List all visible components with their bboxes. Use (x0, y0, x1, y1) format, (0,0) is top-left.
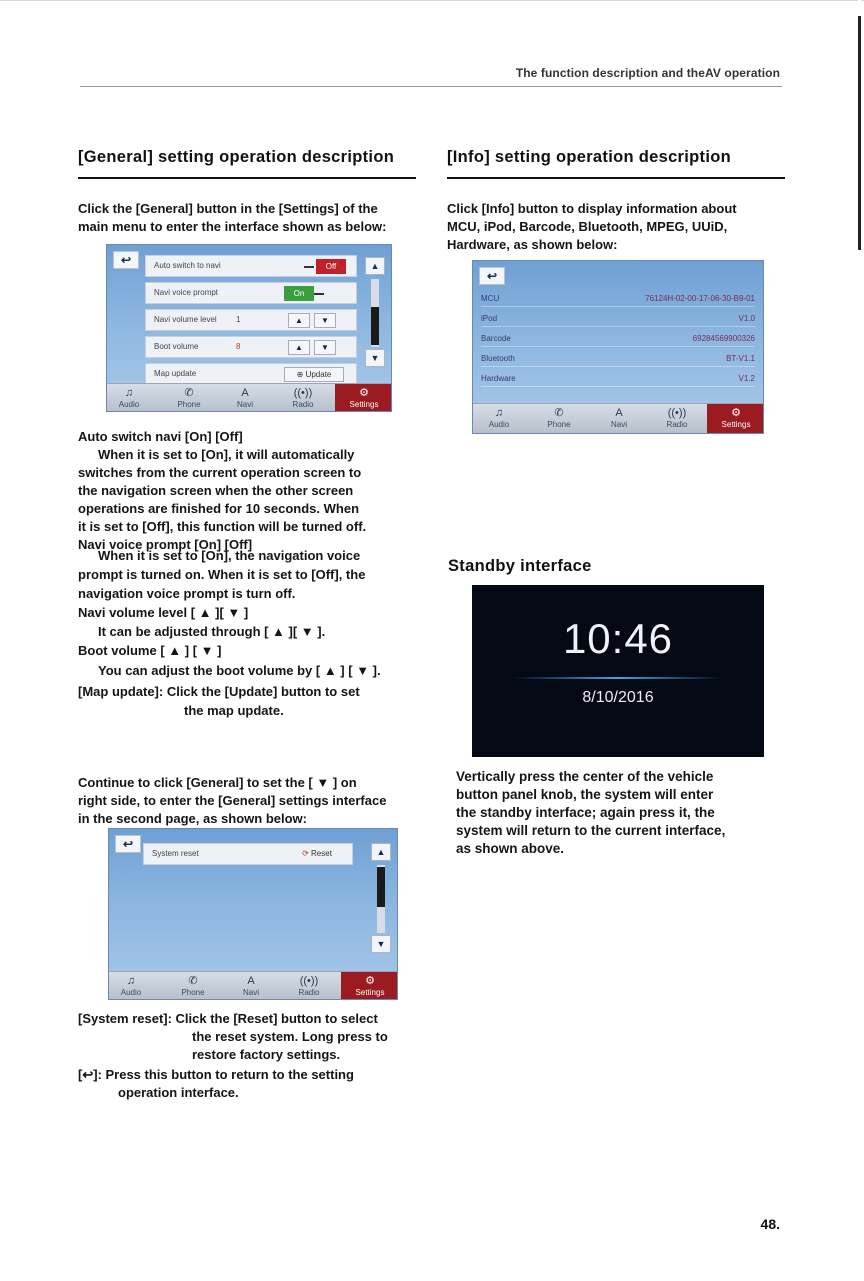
back-button[interactable]: ↩ (479, 267, 505, 285)
nav-label: Radio (666, 420, 688, 429)
info-row-bluetooth (481, 351, 755, 367)
intro-line: MCU, iPod, Barcode, Bluetooth, MPEG, UUiD, (447, 219, 728, 234)
scroll-down-button[interactable]: ▼ (365, 349, 385, 367)
info-value: 76124H-02-00-17-06-30-B9-01 (645, 294, 755, 303)
nav-settings[interactable] (707, 404, 764, 434)
nav-label: Phone (547, 420, 571, 429)
intro-line: main menu to enter the interface shown as below: (78, 219, 387, 234)
settings-row-system-reset[interactable] (143, 843, 353, 865)
boot-up-button[interactable]: ▲ (288, 340, 310, 355)
row-label: Boot volume (154, 342, 199, 351)
nav-label: Navi (610, 420, 627, 429)
back-button[interactable]: ↩ (113, 251, 139, 269)
voice-prompt-toggle[interactable]: On (284, 286, 314, 301)
continue-line: Continue to click [General] to set the [ ▼ ] on (78, 775, 357, 790)
audio-icon: ♫ (494, 407, 504, 419)
nav-label: Phone (181, 988, 205, 997)
desc-line: the navigation screen when the other screen (78, 483, 354, 498)
info-value: BT-V1.1 (726, 354, 755, 363)
bottom-nav (107, 383, 391, 411)
desc-line: operations are finished for 10 seconds. When (78, 501, 360, 516)
scroll-up-button[interactable]: ▲ (371, 843, 391, 861)
info-intro (447, 200, 737, 254)
nav-label: Audio (118, 400, 140, 409)
scroll-up-button[interactable]: ▲ (365, 257, 385, 275)
nav-label: Settings (355, 988, 385, 997)
update-label: Update (305, 370, 332, 379)
info-section-title: [Info] setting operation description (447, 148, 731, 166)
standby-line: Vertically press the center of the vehicle (456, 769, 714, 784)
bottom-nav (473, 403, 763, 433)
phone-icon: ✆ (188, 975, 198, 987)
nav-audio[interactable] (109, 972, 153, 1000)
continue-line: in the second page, as shown below: (78, 811, 307, 826)
nav-label: Radio (292, 400, 314, 409)
nav-label: Settings (349, 400, 379, 409)
general-section-rule (78, 177, 416, 179)
nav-label: Audio (120, 988, 142, 997)
nav-navi[interactable] (597, 404, 641, 432)
nav-radio[interactable] (287, 972, 331, 1000)
general-description-2 (78, 546, 381, 720)
info-label: Hardware (481, 374, 516, 383)
info-value: V1.0 (738, 314, 755, 323)
desc-line: it is set to [Off], this function will be turned off. (78, 519, 367, 534)
general-section-title: [General] setting operation description (78, 148, 395, 166)
intro-line: Click [Info] button to display information about (447, 201, 737, 216)
general-settings-screen-page2 (108, 828, 398, 1000)
boot-down-button[interactable]: ▼ (314, 340, 336, 355)
desc-line: It can be adjusted through [ ▲ ][ ▼ ]. (98, 624, 326, 639)
page-edge (858, 0, 861, 1281)
reset-description (78, 1010, 388, 1102)
reset-label: Reset (311, 849, 332, 858)
reset-line: operation interface. (118, 1085, 239, 1100)
row-label: System reset (152, 849, 199, 858)
nav-label: Navi (242, 988, 259, 997)
reset-line: the reset system. Long press to (192, 1029, 388, 1044)
info-label: MCU (481, 294, 500, 303)
top-rule (0, 0, 864, 1)
info-label: Bluetooth (481, 354, 515, 363)
header-rule (80, 86, 782, 87)
settings-row-boot-volume[interactable] (145, 336, 357, 358)
clock-divider (512, 677, 724, 679)
update-icon: ⊕ (296, 370, 304, 379)
desc-line: You can adjust the boot volume by [ ▲ ] [ ▼ ]. (98, 663, 381, 678)
nav-audio[interactable] (477, 404, 521, 432)
nav-settings[interactable] (341, 972, 398, 1000)
desc-line: Boot volume [ ▲ ] [ ▼ ] (78, 643, 222, 658)
info-section-rule (447, 177, 785, 179)
nav-audio[interactable] (107, 384, 151, 412)
standby-line: button panel knob, the system will enter (456, 787, 714, 802)
row-label: Map update (154, 369, 197, 378)
desc-line: [Map update]: Click the [Update] button to set (78, 684, 360, 699)
navi-icon: A (615, 407, 623, 419)
audio-icon: ♫ (126, 975, 136, 987)
settings-icon: ⚙ (731, 407, 741, 419)
scroll-down-button[interactable]: ▼ (371, 935, 391, 953)
reset-line: [↩]: Press this button to return to the setting (78, 1067, 354, 1082)
nav-label: Radio (298, 988, 320, 997)
audio-icon: ♫ (124, 387, 134, 399)
row-label: Auto switch to navi (154, 261, 221, 270)
phone-icon: ✆ (184, 387, 194, 399)
desc-line: the map update. (184, 703, 284, 718)
radio-icon: ((•)) (293, 387, 313, 399)
volume-down-button[interactable]: ▼ (314, 313, 336, 328)
continue-line: right side, to enter the [General] settings interface (78, 793, 387, 808)
bottom-nav (109, 971, 397, 999)
standby-line: system will return to the current interface, (456, 823, 726, 838)
info-label: Barcode (481, 334, 511, 343)
general-intro (78, 200, 386, 236)
reset-line: [System reset]: Click the [Reset] button to select (78, 1011, 378, 1026)
nav-label: Navi (236, 400, 253, 409)
volume-up-button[interactable]: ▲ (288, 313, 310, 328)
navi-icon: A (247, 975, 255, 987)
general-description (78, 428, 366, 554)
info-row-hardware (481, 371, 755, 387)
nav-phone[interactable] (171, 972, 215, 1000)
standby-clock: 10:46 (562, 615, 674, 662)
general-settings-screen (106, 244, 392, 412)
scrollbar-thumb[interactable] (377, 867, 385, 907)
nav-label: Phone (177, 400, 201, 409)
standby-date: 8/10/2016 (582, 689, 654, 706)
navi-volume-value: 1 (236, 315, 241, 324)
phone-icon: ✆ (554, 407, 564, 419)
desc-line: Auto switch navi [On] [Off] (78, 429, 243, 444)
info-screen (472, 260, 764, 434)
settings-icon: ⚙ (365, 975, 375, 987)
nav-label: Audio (488, 420, 510, 429)
nav-radio[interactable] (281, 384, 325, 412)
nav-phone[interactable] (537, 404, 581, 432)
info-row-mcu (481, 291, 755, 307)
radio-icon: ((•)) (299, 975, 319, 987)
desc-line: When it is set to [On], it will automatically (98, 447, 355, 462)
reset-icon: ⟳ (302, 849, 309, 858)
reset-button[interactable] (288, 847, 346, 862)
desc-line: When it is set to [On], the navigation voice (98, 548, 361, 563)
nav-settings[interactable] (335, 384, 392, 412)
navi-icon: A (241, 387, 249, 399)
standby-line: as shown above. (456, 841, 565, 856)
desc-line: navigation voice prompt is turn off. (78, 586, 296, 601)
desc-line: prompt is turned on. When it is set to [Off], the (78, 567, 366, 582)
standby-screen (472, 585, 764, 757)
toggle-track (304, 266, 314, 268)
desc-line: Navi volume level [ ▲ ][ ▼ ] (78, 605, 249, 620)
nav-radio[interactable] (655, 404, 699, 432)
nav-navi[interactable] (229, 972, 273, 1000)
reset-line: restore factory settings. (192, 1047, 341, 1062)
info-value: 69284569900326 (692, 334, 755, 343)
standby-section-title: Standby interface (448, 557, 592, 575)
boot-volume-value: 8 (236, 342, 241, 351)
info-row-ipod (481, 311, 755, 327)
info-row-barcode (481, 331, 755, 347)
auto-switch-toggle[interactable]: Off (316, 259, 346, 274)
running-header: The function description and theAV operation (515, 66, 780, 80)
toggle-track (314, 293, 324, 295)
standby-line: the standby interface; again press it, the (456, 805, 715, 820)
continue-text (78, 774, 386, 828)
nav-label: Settings (721, 420, 751, 429)
desc-line: Navi voice prompt [On] [Off] (78, 537, 253, 552)
nav-phone[interactable] (167, 384, 211, 412)
back-button[interactable]: ↩ (115, 835, 141, 853)
map-update-button[interactable] (284, 367, 344, 382)
intro-line: Hardware, as shown below: (447, 237, 618, 252)
info-label: iPod (481, 314, 498, 323)
desc-line: switches from the current operation screen to (78, 465, 362, 480)
settings-row-navi-volume[interactable] (145, 309, 357, 331)
settings-row-voice-prompt[interactable] (145, 282, 357, 304)
page-number: 48. (760, 1216, 780, 1232)
row-label: Navi voice prompt (154, 288, 219, 297)
radio-icon: ((•)) (667, 407, 687, 419)
info-value: V1.2 (738, 374, 755, 383)
row-label: Navi volume level (154, 315, 217, 324)
standby-description (456, 768, 725, 858)
nav-navi[interactable] (223, 384, 267, 412)
settings-row-map-update[interactable] (145, 363, 357, 385)
settings-row-auto-switch[interactable] (145, 255, 357, 277)
intro-line: Click the [General] button in the [Settings] of the (78, 201, 378, 216)
settings-icon: ⚙ (359, 387, 369, 399)
scrollbar-thumb[interactable] (371, 307, 379, 345)
